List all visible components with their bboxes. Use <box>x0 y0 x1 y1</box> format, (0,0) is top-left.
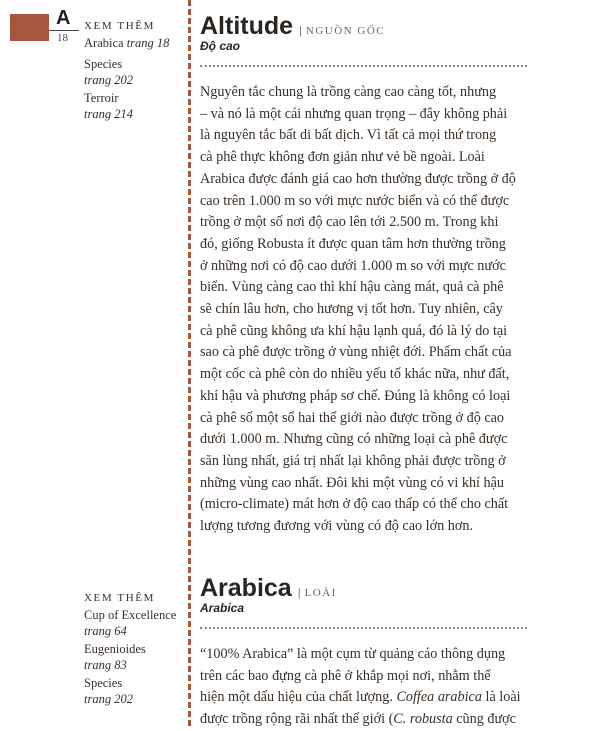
body-line: biển. Vùng càng cao thì khí hậu càng mát, quả cà phê <box>200 279 504 296</box>
see-also-arabica <box>84 591 184 709</box>
species-name: Coffea arabica <box>396 689 482 706</box>
entry-category: LOÀI <box>304 587 337 599</box>
body-text-run: được trồng rộng rãi nhất thế giới ( <box>200 711 394 728</box>
body-text-run: là loài <box>481 689 521 706</box>
page-number: 18 <box>57 32 68 44</box>
body-line: cà phê số một số hai thế giới nào được trồng ở độ cao <box>200 409 505 426</box>
body-line: (micro-climate) mát hơn ở độ cao thấp có thể cho chất <box>200 496 509 513</box>
section-color-tab <box>10 14 49 41</box>
body-line: “100% Arabica” là một cụm từ quảng cáo thông dụng <box>200 646 506 662</box>
see-also-altitude <box>84 19 184 124</box>
body-line: cà phê cũng không ưa khí hậu lạnh quá, đó là lý do tại <box>200 322 508 339</box>
body-line <box>200 687 540 709</box>
see-also-item-page: trang 64 <box>84 624 127 638</box>
see-also-item-name: Terroir <box>84 91 119 105</box>
body-text-run: hiện một dấu hiệu của chất lượng. <box>200 689 397 706</box>
dotted-rule <box>200 65 527 67</box>
section-letter: A <box>56 7 71 29</box>
entry-body <box>200 82 540 538</box>
body-line: Arabica được đánh giá cao hơn thường được trồng ở độ <box>200 170 516 187</box>
see-also-item-page: trang 214 <box>84 107 133 121</box>
entry-arabica <box>200 575 540 731</box>
see-also-item-page: trang 202 <box>84 692 133 706</box>
see-also-item-name: Cup of Excellence <box>84 608 177 622</box>
body-line: – và nó là một cái nhưng quan trọng – đây không phải <box>200 105 508 122</box>
body-line: đó, giống Robusta ít được quan tâm hơn thường trồng <box>200 235 506 252</box>
body-line: lượng tương đương với vùng có độ cao lớn hơn. <box>200 518 473 535</box>
see-also-item-name: Arabica <box>84 36 124 50</box>
see-also-item-page: trang 83 <box>84 658 127 672</box>
species-name: C. robusta <box>393 711 453 728</box>
see-also-item-species[interactable] <box>84 675 184 707</box>
entry-subtitle: Độ cao <box>200 39 241 53</box>
body-line: trồng ở một số nơi độ cao lên tới 2.500 m. Trong khi <box>200 214 499 231</box>
body-line: khí hậu và phương pháp sơ chế. Đúng là không có loại <box>200 387 511 404</box>
entry-header <box>200 575 540 601</box>
see-also-item-page: trang 18 <box>126 36 170 50</box>
entry-title: Arabica <box>200 574 292 602</box>
body-line: trên các bao đựng cà phê ở khắp mọi nơi, nhằm thể <box>200 667 491 684</box>
entry-body <box>200 644 540 731</box>
see-also-item-eugenioides[interactable] <box>84 641 184 673</box>
body-line: sao cà phê được trồng ở vùng nhiệt đới. Phẩm chất của <box>200 344 512 361</box>
entry-separator: | <box>297 587 301 599</box>
body-line: là nguyên tắc bất di bất dịch. Vì tất cả mọi thứ trong <box>200 127 497 144</box>
entry-header <box>200 13 540 39</box>
entry-title: Altitude <box>200 12 294 40</box>
entry-category: NGUỒN GỐC <box>305 25 386 37</box>
body-line: cao trên 1.000 m so với mực nước biển và có thể được <box>200 192 510 209</box>
tab-rule <box>49 30 79 31</box>
body-line <box>200 709 540 731</box>
dotted-rule <box>200 627 527 629</box>
see-also-item-name: Species <box>84 676 123 690</box>
body-line: săn lùng nhất, giá trị nhất lại không phải được trồng ở <box>200 452 506 469</box>
entry-separator: | <box>299 25 302 37</box>
see-also-heading: XEM THÊM <box>84 20 155 32</box>
body-text-run: cũng được <box>452 711 516 728</box>
body-line: dưới 1.000 m. Nhưng cũng có những loại cà phê được <box>200 431 508 448</box>
dashed-divider <box>188 0 191 726</box>
see-also-item-cup-of-excellence[interactable] <box>84 607 184 639</box>
see-also-item-species[interactable] <box>84 56 184 88</box>
see-also-item-arabica[interactable] <box>84 35 184 51</box>
body-line: Nguyên tắc chung là trồng càng cao càng tốt, nhưng <box>200 84 497 100</box>
see-also-item-terroir[interactable] <box>84 90 184 122</box>
body-line: ở những nơi có độ cao dưới 1.000 m so với mực nước <box>200 257 506 274</box>
see-also-heading: XEM THÊM <box>84 592 155 604</box>
body-line: những vùng cao nhất. Đôi khi một vùng có vi khí hậu <box>200 474 505 491</box>
body-line: cà phê thực không đơn giản như vẻ bề ngoài. Loài <box>200 149 485 166</box>
body-line: sẽ chín lâu hơn, cho hương vị tốt hơn. Tuy nhiên, cây <box>200 301 503 318</box>
entry-subtitle: Arabica <box>200 601 245 615</box>
see-also-item-name: Species <box>84 57 123 71</box>
entry-altitude <box>200 13 540 538</box>
see-also-item-name: Eugenioides <box>84 642 146 656</box>
see-also-item-page: trang 202 <box>84 73 133 87</box>
body-line: một cốc cà phê còn do nhiều yếu tố khác nữa, như đất, <box>200 366 510 383</box>
